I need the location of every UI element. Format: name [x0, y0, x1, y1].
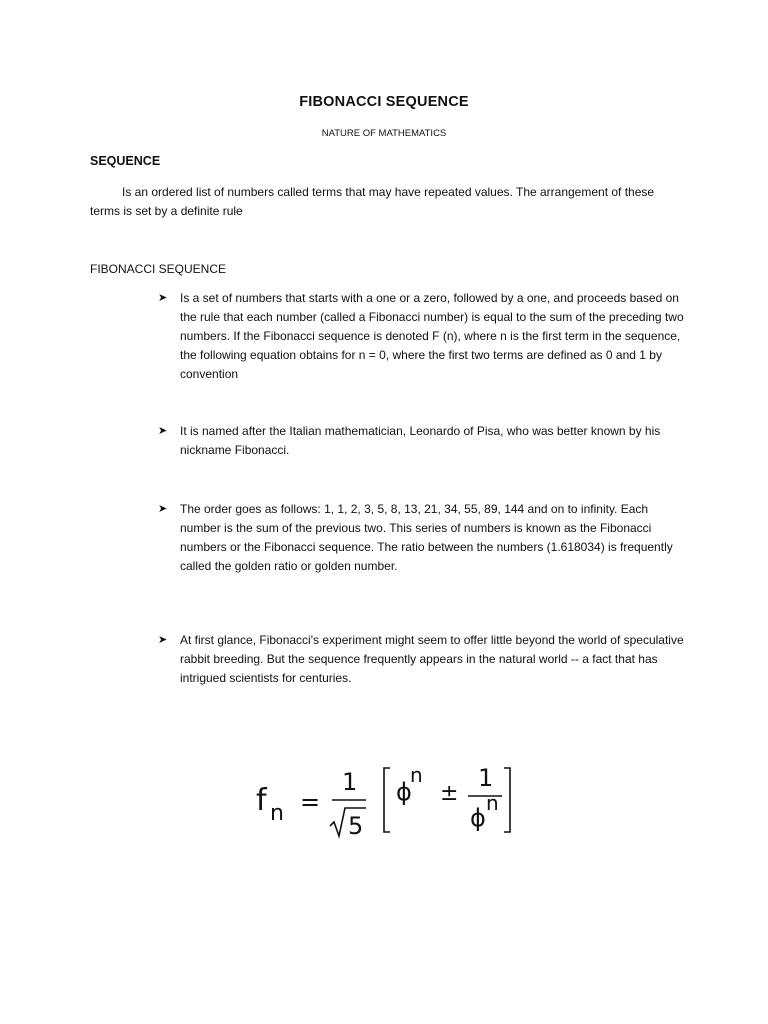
bullet-item: [158, 500, 688, 576]
bullet-text: It is named after the Italian mathematician, Leonardo of Pisa, who was better known by his nickname Fibonacci.: [180, 424, 661, 457]
formula-numerator: 1: [342, 768, 358, 796]
fibonacci-heading: FIBONACCI SEQUENCE: [90, 262, 227, 276]
fibonacci-formula: [250, 760, 520, 840]
formula-lhs-subscript: n: [270, 801, 284, 826]
bullet-text: Is a set of numbers that starts with a one or a zero, followed by a one, and proceeds based on the rule that each number (called a Fibonacci number) is equal to the sum of the preceding two numbers. If the Fibonacci sequence is denoted F (n), where n is the first term in the sequence, the following equation obtains for n = 0, where the first two terms are defined as 0 and 1 by convention: [180, 291, 684, 381]
formula-sqrt-argument: 5: [348, 812, 364, 840]
formula-phi: ϕ: [396, 778, 412, 806]
sequence-definition: Is an ordered list of numbers called terms that may have repeated values. The arrangement of these terms is set by a definite rule: [90, 185, 655, 218]
bullet-item: [158, 422, 688, 460]
arrowhead-bullet-icon: ➤: [158, 425, 168, 437]
bullet-text: The order goes as follows: 1, 1, 2, 3, 5, 8, 13, 21, 34, 55, 89, 144 and on to infinity. Each number is the sum of the previous two. This series of numbers is known as the Fibonacci numbers or the Fibonacci sequence. The ratio between the numbers (1.618034) is frequently called the golden ratio or golden number.: [180, 502, 673, 573]
bullet-item: [158, 289, 688, 384]
arrowhead-bullet-icon: ➤: [158, 634, 168, 646]
formula-exponent: n: [410, 763, 423, 787]
arrowhead-bullet-icon: ➤: [158, 503, 168, 515]
formula-lhs: f: [256, 783, 267, 818]
formula-plus-minus: ±: [440, 781, 459, 806]
right-bracket: [504, 768, 510, 832]
left-bracket: [384, 768, 390, 832]
formula-inner-numerator: 1: [478, 764, 494, 792]
document-subtitle: NATURE OF MATHEMATICS: [321, 128, 447, 139]
formula-inner-exponent: n: [486, 791, 499, 815]
formula-equals: =: [300, 788, 321, 816]
document-title: FIBONACCI SEQUENCE: [299, 94, 469, 110]
arrowhead-bullet-icon: ➤: [158, 292, 168, 304]
formula-inner-phi: ϕ: [470, 804, 486, 832]
bullet-text: At first glance, Fibonacci's experiment might seem to offer little beyond the world of speculative rabbit breeding. But the sequence frequently appears in the natural world -- a fact that has intrigued scientists for centuries.: [180, 633, 684, 685]
sequence-heading: SEQUENCE: [90, 154, 161, 168]
bullet-item: [158, 631, 688, 688]
